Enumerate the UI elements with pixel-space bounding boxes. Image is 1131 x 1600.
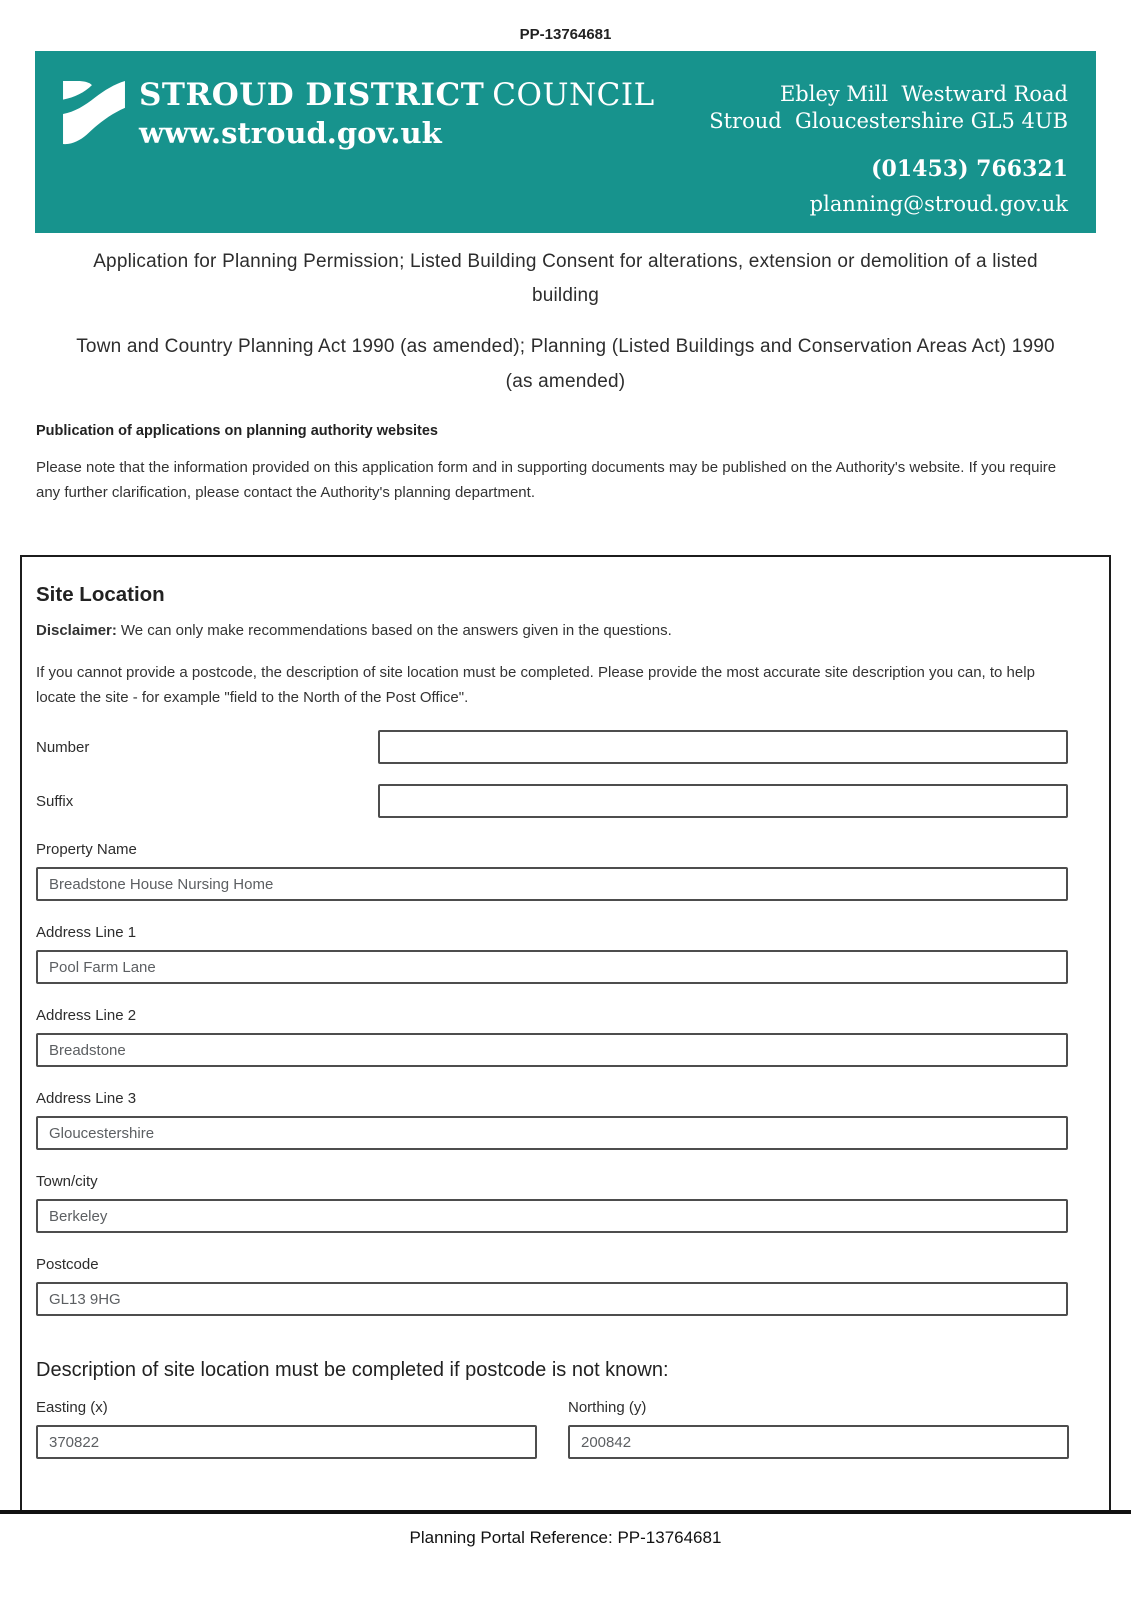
council-email: planning@stroud.gov.uk: [809, 192, 1068, 216]
address-line-3-label: Address Line 3: [36, 1090, 137, 1107]
address-line-2-label: Address Line 2: [36, 1007, 137, 1024]
site-location-heading: Site Location: [36, 583, 165, 606]
field-address-line-2: [36, 1007, 1095, 1067]
page-break-divider: [0, 1510, 1131, 1514]
disclaimer-text: We can only make recommendations based on the answers given in the questions.: [120, 622, 672, 639]
field-northing: [568, 1399, 1069, 1459]
field-address-line-1: [36, 924, 1095, 984]
suffix-input[interactable]: [378, 784, 1068, 818]
council-header-band: [35, 51, 1096, 233]
easting-label: Easting (x): [36, 1399, 108, 1416]
publication-heading: Publication of applications on planning authority websites: [36, 423, 438, 439]
council-address-line2: Stroud Gloucestershire GL5 4UB: [709, 109, 1068, 133]
address-line-3-input[interactable]: [36, 1116, 1068, 1150]
council-brand-text: [139, 77, 655, 150]
northing-input[interactable]: [568, 1425, 1069, 1459]
postcode-instructions: If you cannot provide a postcode, the description of site location must be completed. Please provide the most accurate site description you can, to help locate the site - for example "field to the North of the Post Office".: [36, 664, 1035, 706]
field-postcode: [36, 1256, 1095, 1316]
council-address-line1: Ebley Mill Westward Road: [779, 82, 1068, 106]
council-name-light: COUNCIL: [492, 77, 655, 113]
council-contact-block: [709, 81, 1068, 216]
town-city-label: Town/city: [36, 1173, 98, 1190]
property-name-label: Property Name: [36, 841, 137, 858]
council-name-bold: STROUD DISTRICT: [139, 77, 485, 113]
address-line-2-input[interactable]: [36, 1033, 1068, 1067]
postcode-input[interactable]: [36, 1282, 1068, 1316]
application-title: Application for Planning Permission; Listed Building Consent for alterations, extension or demolition of a listed building: [93, 251, 1038, 306]
description-site-location-heading: Description of site location must be completed if postcode is not known:: [36, 1359, 669, 1381]
legislation-subtitle: Town and Country Planning Act 1990 (as amended); Planning (Listed Buildings and Conservation Areas Act) 1990 (as amended): [76, 336, 1055, 392]
council-website: www.stroud.gov.uk: [139, 116, 442, 150]
northing-label: Northing (y): [568, 1399, 647, 1416]
postcode-label: Postcode: [36, 1256, 99, 1273]
field-easting: [36, 1399, 537, 1459]
number-label: Number: [36, 738, 90, 756]
address-line-1-label: Address Line 1: [36, 924, 137, 941]
council-name: [139, 77, 655, 113]
planning-portal-reference-footer: Planning Portal Reference: PP-13764681: [409, 1528, 722, 1547]
address-line-1-input[interactable]: [36, 950, 1068, 984]
number-input[interactable]: [378, 730, 1068, 764]
publication-note: Please note that the information provided on this application form and in supporting documents may be published on the Authority's website. If you require any further clarification, please contact the Authority's planning department.: [36, 459, 1057, 501]
suffix-label: Suffix: [36, 792, 74, 810]
council-phone: (01453) 766321: [871, 156, 1068, 182]
field-town-city: [36, 1173, 1095, 1233]
disclaimer: [36, 622, 1095, 639]
field-address-line-3: [36, 1090, 1095, 1150]
town-city-input[interactable]: [36, 1199, 1068, 1233]
site-location-section: [20, 555, 1111, 1510]
field-property-name: [36, 841, 1095, 901]
field-row-suffix: [36, 784, 1095, 818]
easting-input[interactable]: [36, 1425, 537, 1459]
coordinates-row: [36, 1399, 1095, 1459]
property-name-input[interactable]: [36, 867, 1068, 901]
disclaimer-label: Disclaimer:: [36, 622, 117, 639]
stroud-council-logo-icon: [63, 81, 125, 145]
application-reference: PP-13764681: [519, 26, 612, 43]
field-row-number: [36, 730, 1095, 764]
